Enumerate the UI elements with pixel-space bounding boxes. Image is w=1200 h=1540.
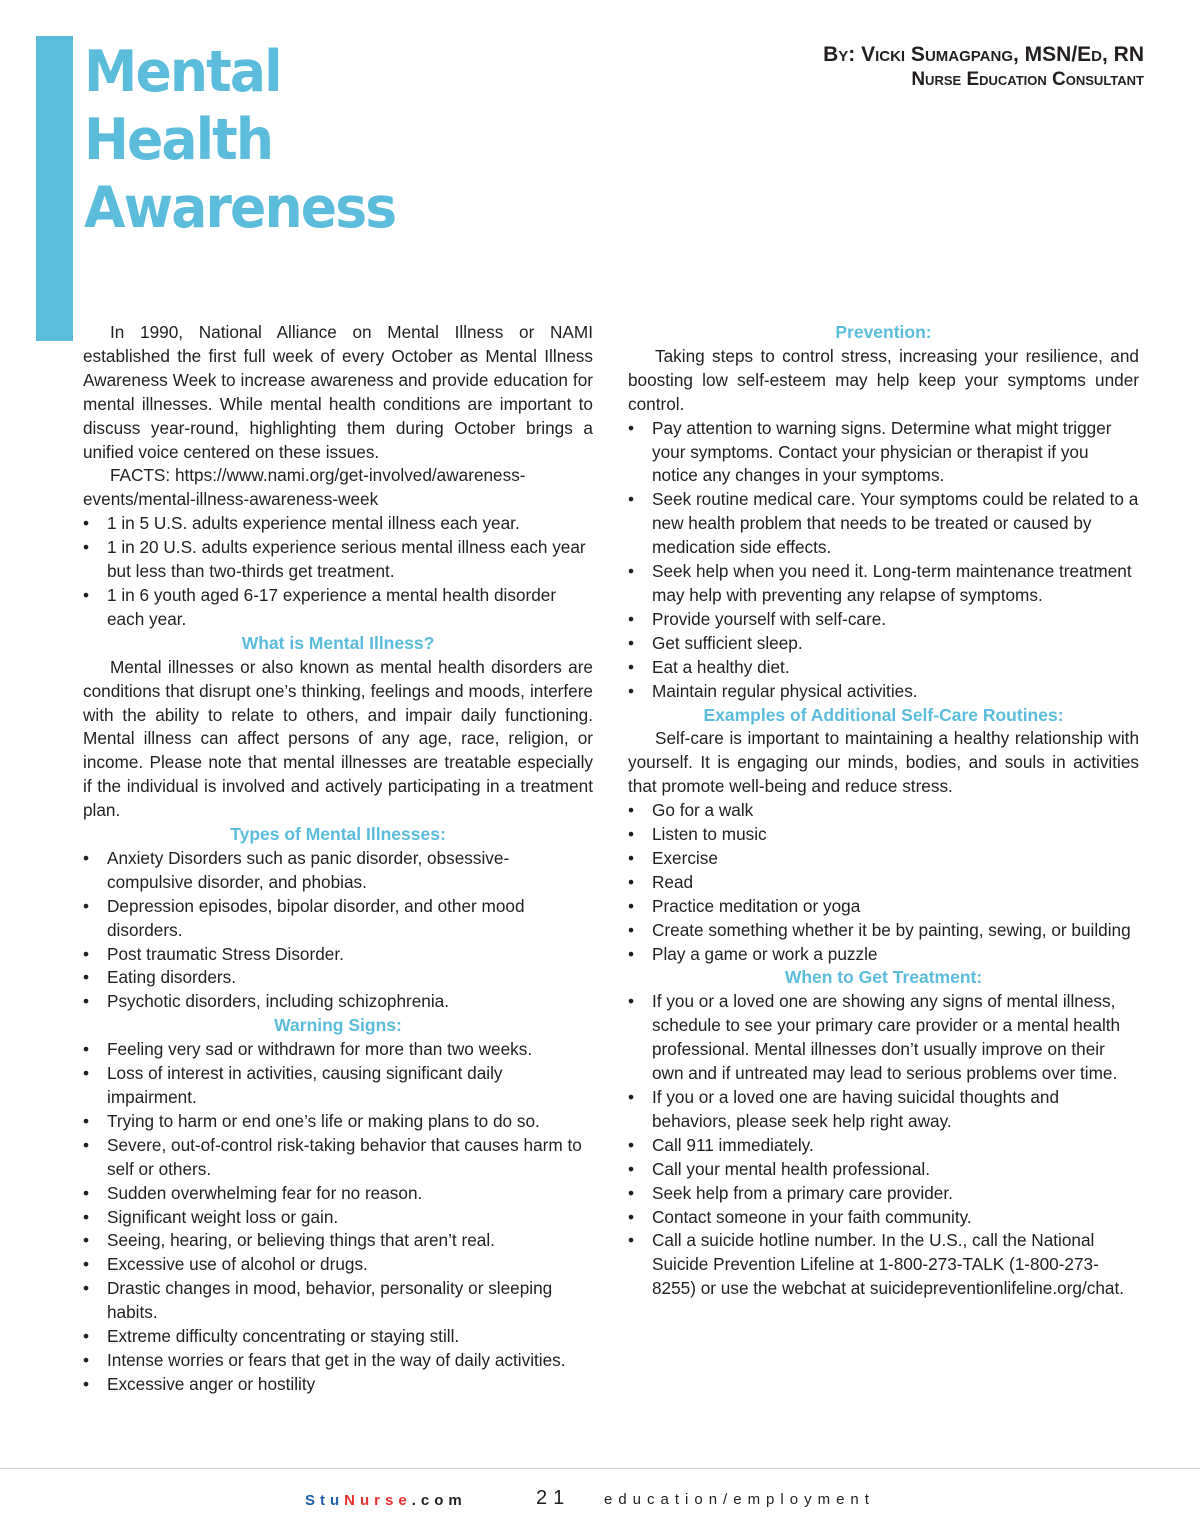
list-item: • Create something whether it be by painting, sewing, or building bbox=[628, 919, 1139, 943]
list-item: • Eat a healthy diet. bbox=[628, 656, 1139, 680]
section-heading: Types of Mental Illnesses: bbox=[230, 824, 446, 845]
section-heading: Prevention: bbox=[835, 322, 932, 342]
list-item: • Call your mental health professional. bbox=[628, 1158, 1139, 1182]
list-item: • Listen to music bbox=[628, 823, 1139, 847]
list-item: • Trying to harm or end one’s life or making plans to do so. bbox=[83, 1110, 593, 1134]
prevention-list bbox=[628, 417, 1139, 704]
list-item: • If you or a loved one are having suicidal thoughts and behaviors, please seek help right away. bbox=[628, 1086, 1139, 1134]
title-line: Awareness bbox=[84, 175, 396, 241]
what-paragraph: Mental illnesses or also known as mental health disorders are conditions that disrupt one’s thinking, feelings and moods, interfere with the ability to relate to others, and impair daily functioning. Mental illness can affect persons of any age, race, religion, or income. Please note that mental illnesses are treatable especially if the individual is involved and actively participating in a treatment plan. bbox=[83, 656, 593, 821]
facts-source: FACTS: https://www.nami.org/get-involved/awareness-events/mental-illness-awareness-week bbox=[83, 465, 526, 510]
list-item: • Excessive use of alcohol or drugs. bbox=[83, 1253, 593, 1277]
list-item: • Loss of interest in activities, causing significant daily impairment. bbox=[83, 1062, 593, 1110]
list-item: • Call a suicide hotline number. In the U.S., call the National Suicide Prevention Lifeline at 1-800-273-TALK (1-800-273-8255) or use the webchat at suicidepreventionlifeline.org/chat. bbox=[628, 1229, 1139, 1301]
list-item: • Seek help when you need it. Long-term maintenance treatment may help with preventing any relapse of symptoms. bbox=[628, 560, 1139, 608]
list-item: • Read bbox=[628, 871, 1139, 895]
title-line: Mental bbox=[84, 39, 281, 105]
list-item: • Intense worries or fears that get in the way of daily activities. bbox=[83, 1349, 593, 1373]
treatment-list bbox=[628, 990, 1139, 1301]
intro-paragraph: In 1990, National Alliance on Mental Illness or NAMI established the first full week of every October as Mental Illness Awareness Week to increase awareness and provide education for mental illnesses. While mental health conditions are important to discuss year-round, highlighting them during October brings a unified voice centered on these issues. bbox=[83, 322, 593, 462]
brand-com: .com bbox=[411, 1492, 467, 1509]
list-item: • Seek help from a primary care provider. bbox=[628, 1182, 1139, 1206]
facts-list bbox=[83, 512, 593, 632]
section-name: education/employment bbox=[604, 1491, 875, 1508]
selfcare-paragraph: Self-care is important to maintaining a healthy relationship with yourself. It is engaging our minds, bodies, and souls in activities that promote well-being and reduce stress. bbox=[628, 728, 1139, 797]
list-item: • Provide yourself with self-care. bbox=[628, 608, 1139, 632]
list-item: • Maintain regular physical activities. bbox=[628, 680, 1139, 704]
article-title bbox=[84, 38, 395, 242]
list-item: • Exercise bbox=[628, 847, 1139, 871]
selfcare-list bbox=[628, 799, 1139, 966]
list-item: • Sudden overwhelming fear for no reason. bbox=[83, 1182, 593, 1206]
warning-list bbox=[83, 1038, 593, 1397]
list-item: • Eating disorders. bbox=[83, 966, 593, 990]
right-column bbox=[628, 321, 1139, 1301]
list-item: • Call 911 immediately. bbox=[628, 1134, 1139, 1158]
section-heading: Examples of Additional Self-Care Routines: bbox=[703, 704, 1064, 725]
accent-bar bbox=[36, 36, 73, 341]
list-item: • Excessive anger or hostility bbox=[83, 1373, 593, 1397]
list-item: • Practice meditation or yoga bbox=[628, 895, 1139, 919]
author-title: Nurse Education Consultant bbox=[911, 69, 1144, 90]
brand-logo[interactable] bbox=[305, 1492, 467, 1509]
section-heading: Warning Signs: bbox=[274, 1015, 402, 1036]
list-item: • Anxiety Disorders such as panic disorder, obsessive-compulsive disorder, and phobias. bbox=[83, 847, 593, 895]
list-item: • Go for a walk bbox=[628, 799, 1139, 823]
list-item: • If you or a loved one are showing any signs of mental illness, schedule to see your primary care provider or a mental health professional. Mental illnesses don’t usually improve on their own and if untreated may lead to serious problems over time. bbox=[628, 990, 1139, 1086]
page-number: 21 bbox=[536, 1487, 571, 1509]
brand-nurse: Nurse bbox=[344, 1492, 412, 1509]
section-heading: When to Get Treatment: bbox=[784, 967, 983, 988]
section-heading: What is Mental Illness? bbox=[241, 632, 435, 653]
brand-stu: Stu bbox=[305, 1492, 345, 1509]
list-item: • Contact someone in your faith community. bbox=[628, 1206, 1139, 1230]
types-list bbox=[83, 847, 593, 1014]
list-item: • 1 in 6 youth aged 6-17 experience a mental health disorder each year. bbox=[83, 584, 593, 632]
list-item: • Significant weight loss or gain. bbox=[83, 1206, 593, 1230]
list-item: • Severe, out-of-control risk-taking behavior that causes harm to self or others. bbox=[83, 1134, 593, 1182]
list-item: • 1 in 20 U.S. adults experience serious mental illness each year but less than two-thirds get treatment. bbox=[83, 536, 593, 584]
list-item: • Depression episodes, bipolar disorder, and other mood disorders. bbox=[83, 895, 593, 943]
list-item: • Feeling very sad or withdrawn for more than two weeks. bbox=[83, 1038, 593, 1062]
list-item: • Drastic changes in mood, behavior, personality or sleeping habits. bbox=[83, 1277, 593, 1325]
page-footer bbox=[0, 1485, 1200, 1515]
list-item: • Post traumatic Stress Disorder. bbox=[83, 943, 593, 967]
left-column bbox=[83, 321, 593, 1397]
list-item: • Seeing, hearing, or believing things that aren’t real. bbox=[83, 1229, 593, 1253]
list-item: • Seek routine medical care. Your symptoms could be related to a new health problem that needs to be treated or caused by medication side effects. bbox=[628, 488, 1139, 560]
footer-divider bbox=[0, 1468, 1200, 1469]
byline bbox=[823, 42, 1144, 92]
list-item: • 1 in 5 U.S. adults experience mental illness each year. bbox=[83, 512, 593, 536]
title-line: Health bbox=[84, 107, 273, 173]
list-item: • Extreme difficulty concentrating or staying still. bbox=[83, 1325, 593, 1349]
prevention-paragraph: Taking steps to control stress, increasing your resilience, and boosting low self-esteem may help keep your symptoms under control. bbox=[628, 345, 1139, 414]
list-item: • Get sufficient sleep. bbox=[628, 632, 1139, 656]
list-item: • Psychotic disorders, including schizophrenia. bbox=[83, 990, 593, 1014]
author-name: By: Vicki Sumagpang, MSN/Ed, RN bbox=[823, 43, 1144, 66]
list-item: • Pay attention to warning signs. Determine what might trigger your symptoms. Contact your physician or therapist if you notice any changes in your symptoms. bbox=[628, 417, 1139, 489]
list-item: • Play a game or work a puzzle bbox=[628, 943, 1139, 967]
